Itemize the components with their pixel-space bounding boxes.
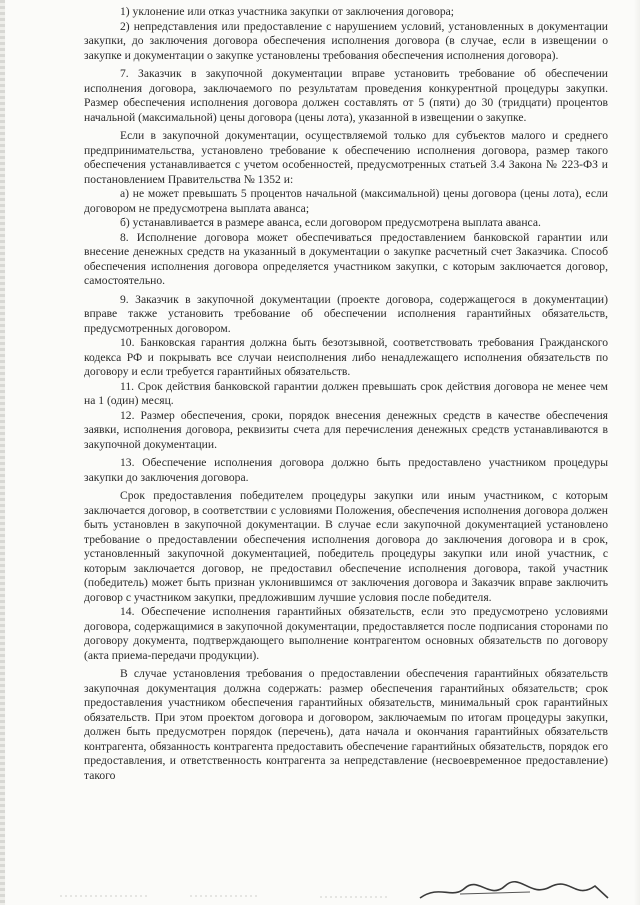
paragraph-p10: 11. Срок действия банковской гарантии должен превышать срок действия договора не менее чем на 1 (один) месяц. [84,379,608,407]
paragraph-p5: а) не может превышать 5 процентов начальной (максимальной) цены договора (цены лота), если договором не предусмотрена выплата аванса; [84,187,608,215]
signature-scribble [60,880,620,902]
paragraph-p3: 7. Заказчик в закупочной документации вправе установить требование об обеспечении исполнения договора, заключаемого по результатам проведения конкурентной процедуры закупки. Размер обеспечения исполнения договора должен составлять от 5 (пяти) до 30 (тридцати) процентов начальной (максимальной) цены договора (цены лота), указанной в извещении о закупке. [84,67,608,124]
paragraph-p8: 9. Заказчик в закупочной документации (проекте договора, содержащегося в документации) вправе также установить требование об обеспечении исполнения гарантийных обязательств, предусмотренных договором. [84,292,608,335]
paragraph-p6: б) устанавливается в размере аванса, если договором предусмотрена выплата аванса. [120,216,541,229]
paragraph-p1: 1) уклонение или отказ участника закупки от заключения договора; [120,5,454,18]
paragraph-p14: 14. Обеспечение исполнения гарантийных обязательств, если это предусмотрено условиями договора, содержащимися в закупочной документации, предоставляется после подписания сторонами по договору документа, подтверждающего выполнение контрагентом основных обязательств по договору (акта приема-передачи продукции). [84,605,608,662]
scan-left-edge [0,0,5,905]
document-body [84,5,608,783]
paragraph-p12: 13. Обеспечение исполнения договора должно быть предоставлено участником процедуры закупки до заключения договора. [84,456,608,484]
paragraph-p2: 2) непредставления или предоставление с нарушением условий, установленных в документации закупки, до заключения договора обеспечения исполнения договора (в случае, если в извещении о закупке и документации о закупке установлены требования обеспечения исполнения договора). [84,19,608,62]
paragraph-p11: 12. Размер обеспечения, сроки, порядок внесения денежных средств в качестве обеспечения заявки, исполнения договора, реквизиты счета для перечисления денежных средств устанавливаются в закупочной документации. [84,408,608,451]
paragraph-p13: Срок предоставления победителем процедуры закупки или иным участником, с которым заключается договор, в соответствии с условиями Положения, обеспечения исполнения договора должен быть установлен в закупочной документации. В случае если закупочной документацией установлено требование о предоставлении обеспечения исполнения договора до заключения договора и в срок, установленный закупочной документацией, победитель процедуры закупки или иной участник, с которым заключается договор, не предоставил обеспечение исполнения договора, такой участник (победитель) может быть признан уклонившимся от заключения договора и Заказчик вправе заключить договор с участником закупки, предложившим лучшие условия после победителя. [84,489,608,604]
paragraph-p7: 8. Исполнение договора может обеспечиваться предоставлением банковской гарантии или внесение денежных средств на указанный в документации о закупке расчетный счет Заказчика. Способ обеспечения исполнения договора определяется участником закупки, с которым заключается договор, самостоятельно. [84,230,608,287]
paragraph-p15: В случае установления требования о предоставлении обеспечения гарантийных обязательств закупочная документация должна содержать: размер обеспечения гарантийных обязательств; срок предоставления участником обеспечения гарантийных обязательств, минимальный срок гарантийных обязательств. При этом проектом договора и договором, заключаемым по итогам процедуры закупки, должен быть предусмотрен порядок (перечень), дата начала и окончания гарантийных обязательств контрагента, обязанность контрагента предоставить обеспечение гарантийных обязательств, порядок его предоставления, и ответственность контрагента за непредставление (несвоевременное предоставление) такого [84,667,608,782]
paragraph-p4: Если в закупочной документации, осуществляемой только для субъектов малого и среднего предпринимательства, установлено требование к обеспечению исполнения договора, размер такого обеспечения устанавливается с учетом особенностей, предусмотренных статьей 3.4 Закона № 223-ФЗ и постановлением Правительства № 1352 и: [84,129,608,186]
paragraph-p9: 10. Банковская гарантия должна быть безотзывной, соответствовать требования Гражданского кодекса РФ и покрывать все случаи неисполнения либо ненадлежащего исполнения обязательств по договору и если требуется гарантийных обязательств. [84,336,608,378]
